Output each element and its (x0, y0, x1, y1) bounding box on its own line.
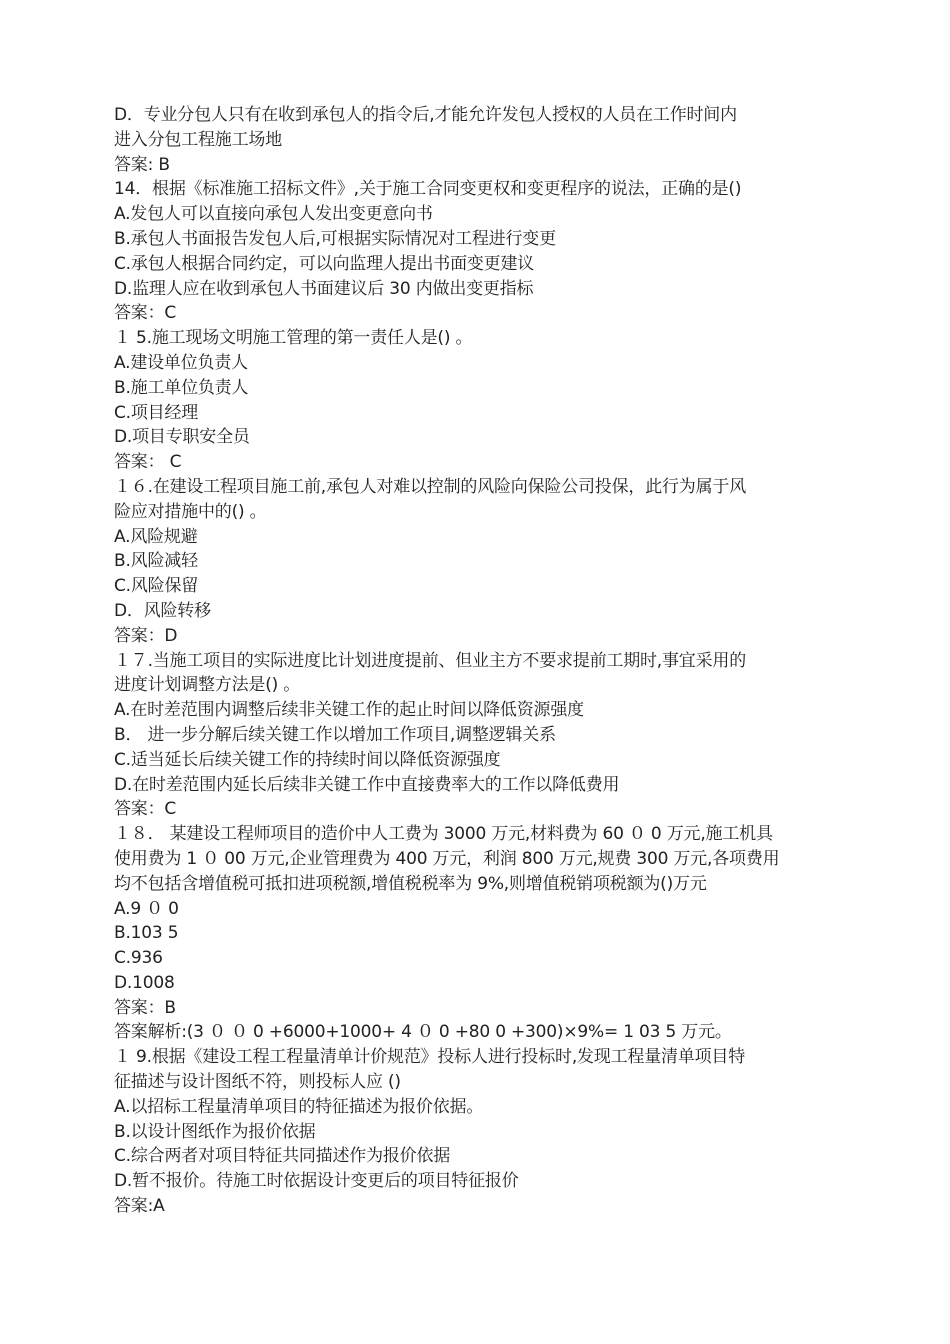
question-14-stem: 14．根据《标准施工招标文件》,关于施工合同变更权和变更程序的说法，正确的是() (114, 179, 742, 200)
question-18-option-c: C.936 (114, 948, 163, 969)
question-18-stem-cont-2: 均不包括含增值税可抵扣进项税额,增值税税率为 9%,则增值税销项税额为()万元 (114, 873, 707, 894)
question-16-option-c: C.风险保留 (114, 576, 199, 597)
question-13-answer: 答案: B (114, 154, 170, 175)
question-18-option-b: B.103 5 (114, 923, 179, 944)
question-19-option-a: A.以招标工程量清单项目的特征描述为报价依据。 (114, 1096, 484, 1117)
document-page (114, 103, 844, 1219)
question-16-option-d: D．风险转移 (114, 600, 211, 621)
question-18-option-d: D.1008 (114, 972, 175, 993)
question-13-option-d-cont: 进入分包工程施工场地 (114, 129, 282, 150)
question-14-option-b: B.承包人书面报告发包人后,可根据实际情况对工程进行变更 (114, 228, 556, 249)
question-14-answer: 答案：C (114, 303, 177, 324)
question-15-stem: １ 5.施工现场文明施工管理的第一责任人是() 。 (114, 328, 473, 349)
question-17-option-a: A.在时差范围内调整后续非关键工作的起止时间以降低资源强度 (114, 700, 584, 721)
question-17-option-d: D.在时差范围内延长后续非关键工作中直接费率大的工作以降低费用 (114, 774, 620, 795)
question-15-option-c: C.项目经理 (114, 402, 199, 423)
question-14-option-c: C.承包人根据合同约定，可以向监理人提出书面变更建议 (114, 253, 535, 274)
question-17-stem: １７.当施工项目的实际进度比计划进度提前、但业主方不要求提前工期时,事宜采用的 (114, 650, 747, 671)
question-17-answer: 答案：C (114, 799, 177, 820)
question-15-option-a: A.建设单位负责人 (114, 352, 248, 373)
question-16-stem: １６.在建设工程项目施工前,承包人对难以控制的风险向保险公司投保，此行为属于风 (114, 476, 747, 497)
question-16-option-b: B.风险减轻 (114, 551, 198, 572)
question-14-option-d: D.监理人应在收到承包人书面建议后 30 内做出变更指标 (114, 278, 534, 299)
question-19-option-d: D.暂不报价。待施工时依据设计变更后的项目特征报价 (114, 1171, 519, 1192)
question-19-option-c: C.综合两者对项目特征共同描述作为报价依据 (114, 1146, 451, 1167)
question-16-answer: 答案：D (114, 625, 178, 646)
question-16-stem-cont: 险应对措施中的() 。 (114, 501, 267, 522)
question-13-option-d: D．专业分包人只有在收到承包人的指令后,才能允许发包人授权的人员在工作时间内 (114, 105, 737, 125)
question-18-answer: 答案：B (114, 997, 176, 1018)
question-18-explanation: 答案解析:(3 ０ ０ 0 +6000+1000+ 4 ０ 0 +80 0 +300)×9%= 1 03 5 万元。 (114, 1022, 732, 1043)
question-17-option-b: B． 进一步分解后续关键工作以增加工作项目,调整逻辑关系 (114, 724, 556, 745)
question-14-option-a: A.发包人可以直接向承包人发出变更意向书 (114, 204, 433, 225)
question-18-stem: １８． 某建设工程师项目的造价中人工费为 3000 万元,材料费为 60 ０ 0 万元,施工机具 (114, 824, 773, 845)
question-17-option-c: C.适当延长后续关键工作的持续时间以降低资源强度 (114, 749, 501, 770)
question-19-stem-cont: 征描述与设计图纸不符，则投标人应 () (114, 1072, 401, 1093)
question-18-stem-cont-1: 使用费为 1 ０ 00 万元,企业管理费为 400 万元，利润 800 万元,规费 300 万元,各项费用 (114, 848, 780, 869)
question-15-option-b: B.施工单位负责人 (114, 377, 249, 398)
question-19-stem: １ 9.根据《建设工程工程量清单计价规范》投标人进行投标时,发现工程量清单项目特 (114, 1047, 746, 1068)
question-19-option-b: B.以设计图纸作为报价依据 (114, 1121, 316, 1142)
question-15-option-d: D.项目专职安全员 (114, 427, 250, 448)
question-18-option-a: A.9 ０ 0 (114, 898, 179, 919)
question-19-answer: 答案:A (114, 1196, 165, 1217)
question-15-answer: 答案： C (114, 452, 182, 473)
question-17-stem-cont: 进度计划调整方法是() 。 (114, 675, 301, 696)
question-16-option-a: A.风险规避 (114, 526, 198, 547)
